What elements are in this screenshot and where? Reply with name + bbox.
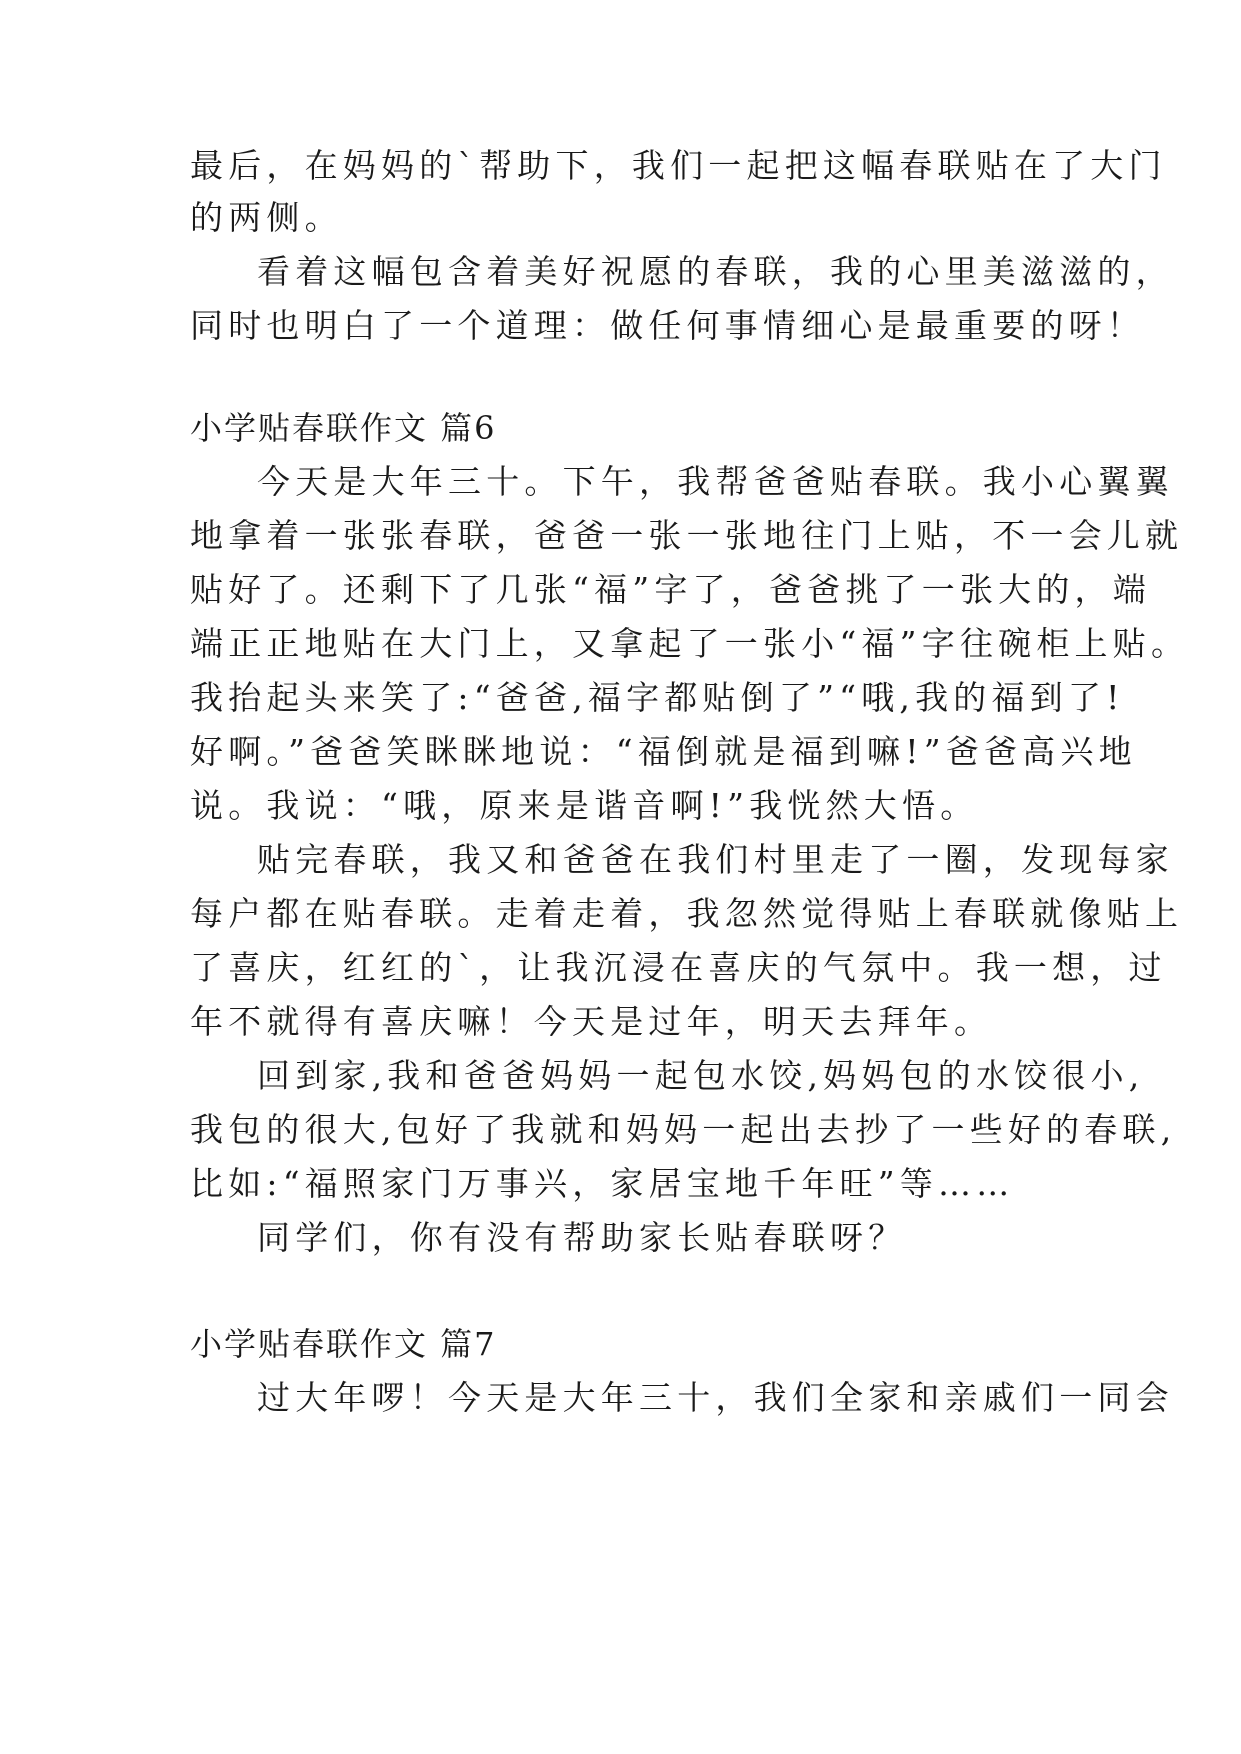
paragraph-line: 贴好了。还剩下了几张“福”字了，爸爸挑了一张大的，端	[190, 570, 1151, 609]
paragraph-line: 最后，在妈妈的`帮助下，我们一起把这幅春联贴在了大门	[190, 146, 1167, 185]
paragraph-line: 端正正地贴在大门上，又拿起了一张小“福”字往碗柜上贴。	[190, 624, 1190, 663]
paragraph-line: 看着这幅包含着美好祝愿的春联，我的心里美滋滋的，	[257, 252, 1174, 291]
paragraph-line: 地拿着一张张春联，爸爸一张一张地往门上贴，不一会儿就	[190, 516, 1184, 555]
paragraph-line: 同时也明白了一个道理：做任何事情细心是最重要的呀！	[190, 306, 1145, 345]
paragraph-line: 了喜庆，红红的`，让我沉浸在喜庆的气氛中。我一想，过	[190, 948, 1167, 987]
paragraph-line: 今天是大年三十。下午，我帮爸爸贴春联。我小心翼翼	[257, 462, 1174, 501]
paragraph-line: 年不就得有喜庆嘛！今天是过年，明天去拜年。	[190, 1002, 993, 1041]
paragraph-line: 好啊。”爸爸笑眯眯地说：“福倒就是福到嘛!”爸爸高兴地	[190, 732, 1137, 771]
paragraph-line: 说。我说：“哦，原来是谐音啊!”我恍然大悟。	[190, 786, 979, 825]
paragraph-line: 我抬起头来笑了:“爸爸,福字都贴倒了”“哦,我的福到了!	[190, 678, 1125, 717]
section-heading: 小学贴春联作文 篇7	[190, 1325, 497, 1363]
paragraph-line: 回到家,我和爸爸妈妈一起包水饺,妈妈包的水饺很小,	[257, 1056, 1145, 1095]
section-heading: 小学贴春联作文 篇6	[190, 409, 497, 447]
paragraph-line: 的两侧。	[190, 198, 343, 237]
paragraph-line: 每户都在贴春联。走着走着，我忽然觉得贴上春联就像贴上	[190, 894, 1184, 933]
paragraph-line: 过大年啰！今天是大年三十，我们全家和亲戚们一同会	[257, 1378, 1174, 1417]
paragraph-line: 同学们，你有没有帮助家长贴春联呀？	[257, 1218, 907, 1257]
paragraph-line: 我包的很大,包好了我就和妈妈一起出去抄了一些好的春联,	[190, 1110, 1177, 1149]
paragraph-line: 贴完春联，我又和爸爸在我们村里走了一圈，发现每家	[257, 840, 1174, 879]
paragraph-line: 比如:“福照家门万事兴，家居宝地千年旺”等……	[190, 1164, 1015, 1203]
